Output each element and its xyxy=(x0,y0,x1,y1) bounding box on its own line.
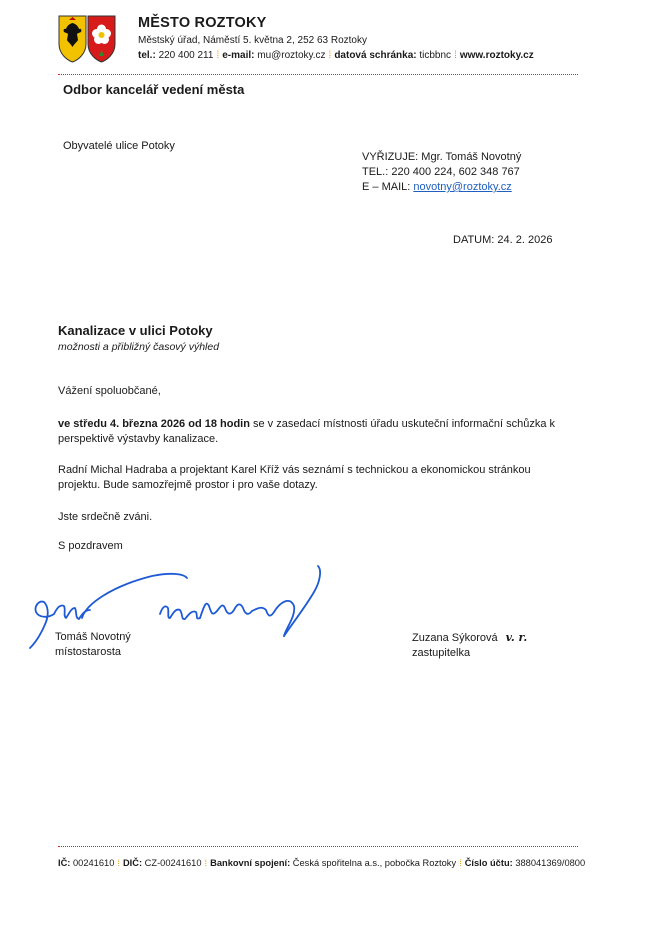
phone-line: TEL.: 220 400 224, 602 348 767 xyxy=(362,166,520,178)
tel-value: 220 400 211 xyxy=(158,50,214,61)
website-link[interactable]: www.roztoky.cz xyxy=(459,50,534,61)
signatory-right-role: zastupitelka xyxy=(412,647,471,659)
separator: ⁞ xyxy=(117,858,120,868)
footer xyxy=(58,858,585,868)
recipient: Obyvatelé ulice Potoky xyxy=(63,140,175,152)
tel-label: tel.: xyxy=(138,50,156,61)
dic-value: CZ-00241610 xyxy=(144,858,202,868)
department-title: Odbor kancelář vedení města xyxy=(63,82,245,97)
meeting-date-bold: ve středu 4. března 2026 od 18 hodin xyxy=(58,418,250,430)
ic-value: 00241610 xyxy=(73,858,115,868)
signatory-left xyxy=(55,630,131,660)
org-name: MĚSTO ROZTOKY xyxy=(138,15,267,31)
footer-divider xyxy=(58,846,578,847)
meeting-text: se v zasedací místnosti úřadu uskuteční informační schůzka k perspektivě výstavby kanalizace. xyxy=(58,418,556,445)
email-label: e-mail: xyxy=(222,50,255,61)
signatory-right-name: Zuzana Sýkorová xyxy=(412,632,498,644)
subject-subtitle: možnosti a přibližný časový výhled xyxy=(58,341,220,353)
signatory-left-name: Tomáš Novotný xyxy=(55,631,131,643)
email-line xyxy=(362,180,521,195)
greeting: Vážení spoluobčané, xyxy=(58,385,161,397)
closing: S pozdravem xyxy=(58,540,123,552)
contact-email-link[interactable]: novotny@roztoky.cz xyxy=(413,181,512,193)
contact-block xyxy=(362,150,521,195)
bank-label: Bankovní spojení: xyxy=(210,858,291,868)
bank-value: Česká spořitelna a.s., pobočka Roztoky xyxy=(292,858,457,868)
subject-title: Kanalizace v ulici Potoky xyxy=(58,323,213,338)
separator: ⁞ xyxy=(459,858,462,868)
separator: ⁞ xyxy=(204,858,208,868)
org-contact-line xyxy=(138,50,534,61)
databox-label: datová schránka: xyxy=(334,50,417,61)
paragraph-meeting xyxy=(58,417,558,447)
separator: ⁞ xyxy=(454,50,457,61)
letter-date: DATUM: 24. 2. 2026 xyxy=(453,234,553,246)
email-value[interactable]: mu@roztoky.cz xyxy=(257,50,326,61)
separator: ⁞ xyxy=(216,50,220,61)
contact-email-label: E – MAIL: xyxy=(362,181,411,193)
city-crest-logo xyxy=(58,14,116,64)
account-value: 388041369/0800 xyxy=(515,858,586,868)
account-label: Číslo účtu: xyxy=(464,858,513,868)
ic-label: IČ: xyxy=(58,858,71,868)
paragraph-presenters: Radní Michal Hadraba a projektant Karel Kříž vás seznámí s technickou a ekonomickou stránkou projektu. Bude samozřejmě prostor i pro vaše dotazy. xyxy=(58,464,531,491)
signatory-right xyxy=(412,630,527,661)
databox-value: ticbbnc xyxy=(419,50,452,61)
dic-label: DIČ: xyxy=(122,858,143,868)
handler-line: VYŘIZUJE: Mgr. Tomáš Novotný xyxy=(362,151,522,163)
org-address: Městský úřad, Náměstí 5. května 2, 252 63 Roztoky xyxy=(138,35,367,46)
vr-mark: v. r. xyxy=(505,631,528,644)
separator: ⁞ xyxy=(328,50,332,61)
signatory-left-role: místostarosta xyxy=(55,646,122,658)
header-divider xyxy=(58,74,578,75)
paragraph-invitation: Jste srdečně zváni. xyxy=(58,511,153,523)
